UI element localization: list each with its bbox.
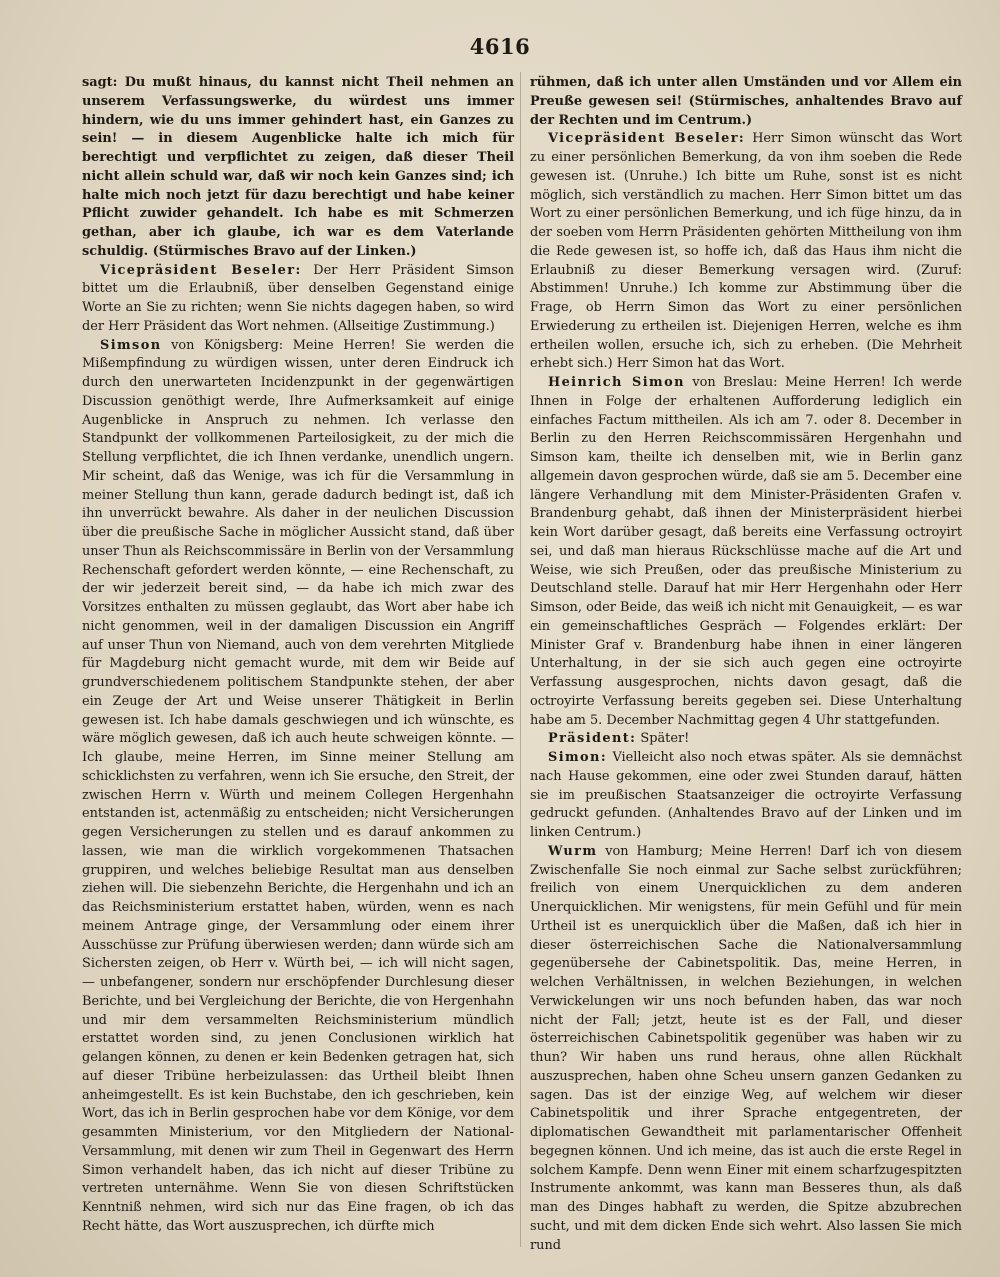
paragraph (530, 74, 962, 130)
left-column (82, 74, 514, 1244)
paragraph (82, 74, 514, 262)
speaker-name: Vicepräsident Beseler: (100, 262, 302, 278)
page-number: 4616 (469, 34, 531, 59)
paragraph (530, 374, 962, 730)
speaker-name: Vicepräsident Beseler: (548, 131, 746, 147)
right-column (530, 74, 962, 1253)
speaker-name: Wurm (548, 843, 598, 859)
paragraph (82, 262, 514, 337)
column-divider (520, 72, 521, 1247)
paragraph (530, 843, 962, 1256)
paragraph-text: von Breslau: Meine Herren! Ich werde Ihnen in Folge der erhaltenen Aufforderung lediglich ein einfaches Factum mittheilen. Als ich am 7. oder 8. December in Berlin zu den Herren Reichscommissären Hergenhahn und Simson kam, theilte ich denselben mit, wie in Berlin ganz allgemein davon gesprochen würde, daß sie am 5. December eine längere Verhandlung mit dem Minister-Präsidenten Grafen v. Brandenburg gehabt, daß ihnen der Ministerpräsident hierbei kein Wort darüber gesagt, daß bereits eine Verfassung octroyirt sei, und daß man hieraus Rückschlüsse mache auf die Art und Weise, wie sich Preußen, oder das preußische Ministerium zu Deutschland stelle. Darauf hat mir Herr Hergenhahn oder Herr Simson, oder Beide, das weiß ich nicht mit Genauigkeit, — es war ein gemeinschaftliches Gespräch — Folgendes erklärt: Der Minister Graf v. Brandenburg habe ihnen in einer längeren Unterhaltung, in der sie sich auch gegen eine octroyirte Verfassung ausgesprochen, nichts davon gesagt, daß die octroyirte Verfassung bereits gegeben sei. Diese Unterhaltung habe am 5. December Nachmittag gegen 4 Uhr stattgefunden. (530, 375, 962, 728)
paragraph-text: Später! (640, 731, 690, 747)
speaker-name: Simon: (548, 750, 607, 765)
paragraph-text: Vielleicht also noch etwas später. Als sie demnächst nach Hause gekommen, eine oder zwei Stunden darauf, hätten sie im preußischen Staatsanzeiger die octroyirte Verfassung gedruckt gefunden. (Anhaltendes Bravo auf der Linken und im linken Centrum.) (530, 750, 962, 840)
paragraph-text: Der Herr Präsident Simson bittet um die Erlaubniß, über denselben Gegenstand einige Worte an Sie zu richten; wenn Sie nichts dagegen haben, so wird der Herr Präsident das Wort nehmen. (Allseitige Zustimmung.) (82, 262, 515, 334)
paragraph (530, 130, 962, 374)
paragraph (530, 749, 962, 843)
paragraph-text: von Hamburg; Meine Herren! Darf ich von diesem Zwischenfalle Sie noch einmal zur Sache selbst zurückführen; freilich von einem Unerquicklichen zu dem anderen Unerquicklichen. Mir wenigstens, für mein Gefühl und für mein Urtheil ist es unerquicklich über die Maßen, daß ich hier in dieser österreichischen Sache die Nationalversammlung gegenübersehe der Cabinetspolitik. Das, meine Herren, in welchen Verhältnissen, in welchen Beziehungen, in welchen Verwickelungen wir uns noch befunden haben, das war noch nicht der Fall; jetzt, heute ist es der Fall, und dieser österreichischen Cabinetspolitik gegenüber was haben wir zu thun? Wir haben uns rund heraus, ohne allen Rückhalt auszusprechen, haben ohne Scheu unsern ganzen Gedanken zu sagen. Das ist der einzige Weg, auf welchem wir dieser Cabinetspolitik und ihrer Sprache entgegentreten, der diplomatischen Gewandtheit mit parlamentarischer Offenheit begegnen können. Und ich meine, das ist auch die erste Regel in solchem Kampfe. Denn wenn Einer mit einem scharfzugespitzten Instrumente ankommt, was kann man Besseres thun, als daß man des Dinges habhaft zu werden, die Spitze abzubrechen sucht, und mit dem dicken Ende sich wehrt. Also lassen Sie mich rund (530, 843, 962, 1253)
speaker-name: Präsident: (548, 731, 637, 747)
paragraph-text: Herr Simon wünscht das Wort zu einer persönlichen Bemerkung, da von ihm soeben die Rede gewesen ist. (Unruhe.) Ich bitte um Ruhe, sonst ist es nicht möglich, sich verständlich zu machen. Herr Simon bittet um das Wort zu einer persönlichen Bemerkung, und ich füge hinzu, da in der soeben vom Herrn Präsidenten gehörten Mittheilung von ihm die Rede gewesen ist, so hoffe ich, daß das Haus ihm nicht die Erlaubniß zu dieser Bemerkung versagen wird. (Zuruf: Abstimmen! Unruhe.) Ich komme zur Abstimmung über die Frage, ob Herrn Simon das Wort zu einer persönlichen Erwiederung zu ertheilen ist. Diejenigen Herren, welche es ihm ertheilen wollen, ersuche ich, sich zu erheben. (Die Mehrheit erhebt sich.) Herr Simon hat das Wort. (530, 131, 962, 372)
speaker-name: Simson (100, 337, 162, 353)
paragraph-text: rühmen, daß ich unter allen Umständen und vor Allem ein Preuße gewesen sei! (Stürmisches, anhaltendes Bravo auf der Rechten und im Centrum.) (530, 75, 962, 128)
paragraph (82, 337, 514, 1237)
paragraph-text: sagt: Du mußt hinaus, du kannst nicht Theil nehmen an unserem Verfassungswerke, du würdest uns immer hindern, wie du uns immer gehindert hast, ein Ganzes zu sein! — in diesem Augenblicke halte ich mich für berechtigt und verpflichtet zu zeigen, daß dieser Theil nicht allein schuld war, daß wir noch kein Ganzes sind; ich halte mich noch jetzt für dazu berechtigt und habe keiner Pflicht zuwider gehandelt. Ich habe es mit Schmerzen gethan, aber ich glaube, ich war es dem Vaterlande schuldig. (Stürmisches Bravo auf der Linken.) (82, 75, 514, 259)
paragraph (530, 730, 962, 749)
speaker-name: Heinrich Simon (548, 375, 685, 390)
paragraph-text: von Königsberg: Meine Herren! Sie werden die Mißempfindung zu würdigen wissen, unter deren Eindruck ich durch den unerwarteten Incidenzpunkt in der gegenwärtigen Discussion genöthigt werde, Ihre Aufmerksamkeit auf einige Augenblicke in Anspruch zu nehmen. Ich verlasse den Standpunkt der vollkommenen Parteilosigkeit, zu der mich die Stellung verpflichtet, die ich Ihnen verdanke, unendlich ungern. Mir scheint, daß das Wenige, was ich für die Versammlung in meiner Stellung thun kann, gerade dadurch bedingt ist, daß ich ihn unverrückt bewahre. Als daher in der neulichen Discussion über die preußische Sache in möglicher Aussicht stand, daß über unser Thun als Reichscommissäre in Berlin von der Versammlung Rechenschaft gefordert werden könnte, — eine Rechenschaft, zu der wir jederzeit bereit sind, — da habe ich mich zwar des Vorsitzes enthalten zu müssen geglaubt, das Wort aber habe ich nicht genommen, weil in der damaligen Discussion ein Angriff auf unser Thun von Niemand, auch von dem verehrten Mitgliede für Magdeburg nicht gemacht wurde, mit dem wir Beide auf grundverschiedenem politischem Standpunkte stehen, der aber ein Zeuge der Art und Weise unserer Thätigkeit in Berlin gewesen ist. Ich habe damals geschwiegen und ich wünschte, es wäre möglich gewesen, daß ich auch heute schweigen könnte. — Ich glaube, meine Herren, im Sinne meiner Stellung am schicklichsten zu verfahren, wenn ich Sie ersuche, den Streit, der zwischen Herrn v. Würth und meinem Collegen Hergenhahn entstanden ist, actenmäßig zu entscheiden; nicht Versicherungen gegen Versicherungen zu stellen und es darauf ankommen zu lassen, wie man die wirklich vorgekommenen Thatsachen gruppiren, und welches beliebige Resultat man aus denselben ziehen will. Die siebenzehn Berichte, die Hergenhahn und ich an das Reichsministerium erstattet haben, würden, wenn es nach meinem Antrage ginge, der Versammlung oder einem ihrer Ausschüsse zur Prüfung überwiesen werden; dann würde sich am Sichersten zeigen, ob Herr v. Würth bei, — ich will nicht sagen, — unbefangener, sondern nur erschöpfender Durchlesung dieser Berichte, und bei Vergleichung der Berichte, die von Hergenhahn und mir dem versammelten Reichsministerium mündlich erstattet worden sind, zu jenen Conclusionen wirklich hat gelangen können, zu denen er kein Bedenken getragen hat, sich auf dieser Tribüne herbeizulassen: das Urtheil bleibt Ihnen anheimgestellt. Es ist kein Buchstabe, den ich geschrieben, kein Wort, das ich in Berlin gesprochen habe vor dem Könige, vor dem gesammten Ministerium, vor den Mitgliedern der National-Versammlung, mit denen wir zum Theil in Gegenwart des Herrn Simon verhandelt haben, das ich nicht auf dieser Tribüne zu vertreten unternähme. Wenn Sie von diesen Schriftstücken Kenntniß nehmen, wird sich nur das Eine fragen, ob ich das Recht hätte, das Wort auszusprechen, ich dürfte mich (82, 337, 514, 1234)
